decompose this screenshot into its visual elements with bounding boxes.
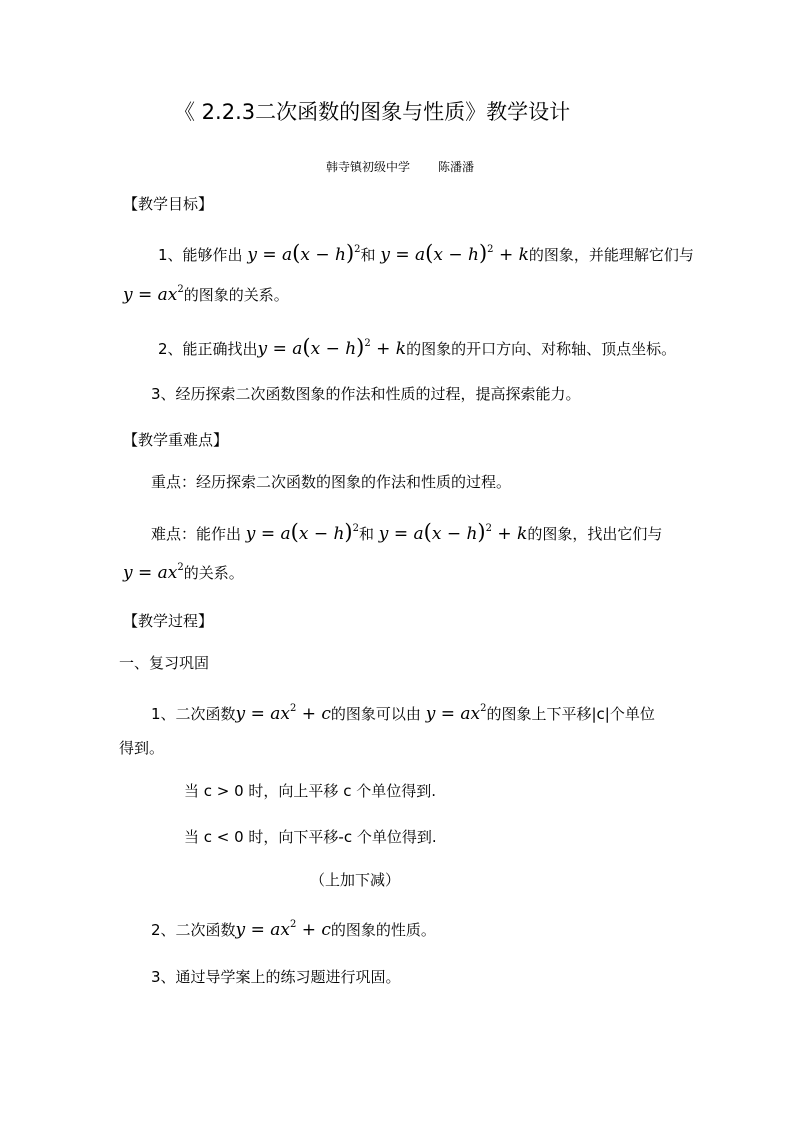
section-process: 【教学过程】	[123, 612, 214, 630]
objective-3: 3、经历探索二次函数图象的作法和性质的过程，提高探索能力。	[151, 385, 581, 403]
review-heading: 一、复习巩固	[119, 654, 210, 672]
review-1-line-1: 1、二次函数$y = ax^2 + c$的图象可以由 $y = ax^2$的图象上下平移|c|个单位	[151, 703, 655, 724]
author-line	[326, 157, 474, 177]
formula-ax2-c: $y = ax^2 + c$	[235, 919, 331, 940]
key-focus: 重点：经历探索二次函数的图象的作法和性质的过程。	[151, 473, 512, 491]
author-name: 陈潘潘	[438, 160, 475, 174]
formula-ax2: $y = ax^2$	[123, 562, 184, 583]
key-difficulty-line-1: 难点：能作出 $y = a(x - h)^2$和 $y = a(x - h)^2 + k$的图象，找出它们与	[151, 520, 663, 544]
doc-title: 《 2.2.3二次函数的图象与性质》教学设计	[174, 100, 571, 124]
section-objectives: 【教学目标】	[123, 195, 214, 213]
formula-vertex-form: $y = a(x - h)^2$	[247, 241, 361, 265]
review-3: 3、通过导学案上的练习题进行巩固。	[151, 968, 401, 986]
formula-vertex-form: $y = a(x - h)^2$	[245, 520, 359, 544]
formula-ax2: $y = ax^2$	[425, 703, 487, 724]
author-school: 韩寺镇初级中学	[326, 160, 411, 174]
case-positive: 当 c > 0 时，向上平移 c 个单位得到.	[184, 782, 436, 800]
objective-1-line-1: 1、能够作出 $y = a(x - h)^2$和 $y = a(x - h)^2 + k$的图象，并能理解它们与	[158, 241, 694, 265]
formula-ax2-c: $y = ax^2 + c$	[235, 703, 331, 724]
objective-1-line-2: $y = ax^2$的图象的关系。	[123, 284, 289, 305]
key-difficulty-line-2: $y = ax^2$的关系。	[123, 562, 244, 583]
review-1-line-2: 得到。	[119, 739, 165, 757]
formula-vertex-form-k: $y = a(x - h)^2 + k$	[380, 241, 529, 265]
formula-vertex-form-k: $y = a(x - h)^2 + k$	[257, 335, 407, 359]
objective-2: 2、能正确找出$y = a(x - h)^2 + k$的图象的开口方向、对称轴、顶点坐标。	[158, 335, 677, 359]
formula-vertex-form-k: $y = a(x - h)^2 + k$	[378, 520, 528, 544]
formula-ax2: $y = ax^2$	[123, 284, 184, 305]
case-negative: 当 c < 0 时，向下平移-c 个单位得到.	[184, 828, 437, 846]
rule-note: （上加下减）	[310, 871, 401, 889]
review-2: 2、二次函数$y = ax^2 + c$的图象的性质。	[151, 919, 436, 940]
section-key-points: 【教学重难点】	[123, 431, 229, 449]
